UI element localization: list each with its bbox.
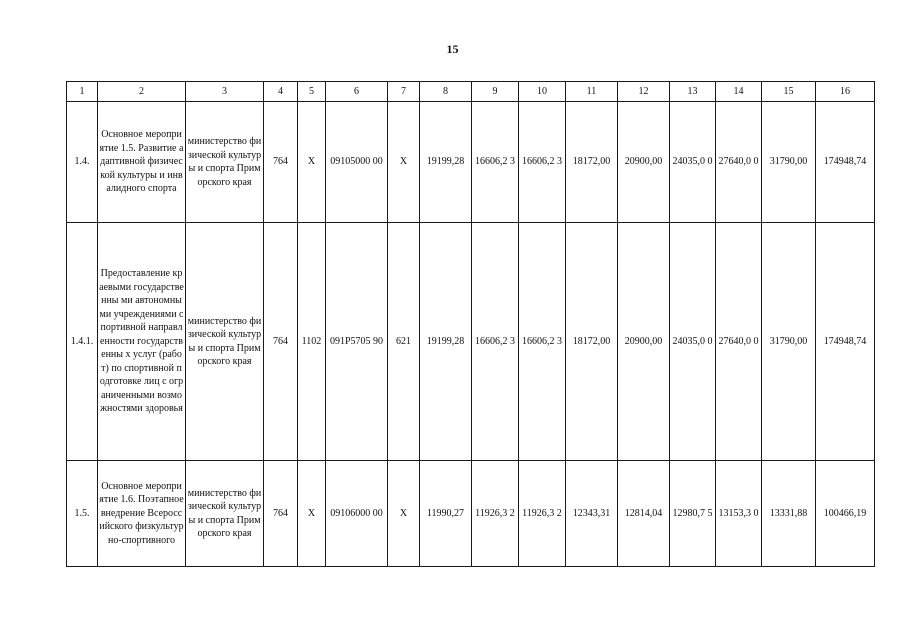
section-code: X	[298, 102, 326, 223]
amount-cell: 11990,27	[420, 461, 472, 567]
amount-cell: 20900,00	[618, 102, 670, 223]
column-header: 8	[420, 82, 472, 102]
amount-cell: 16606,2 3	[519, 223, 566, 461]
amount-cell: 13153,3 0	[716, 461, 762, 567]
column-header: 9	[472, 82, 519, 102]
amount-cell: 16606,2 3	[519, 102, 566, 223]
target-code: 09105000 00	[326, 102, 388, 223]
amount-cell: 27640,0 0	[716, 223, 762, 461]
page-number: 15	[446, 42, 459, 56]
section-code: 1102	[298, 223, 326, 461]
amount-cell: 19199,28	[420, 223, 472, 461]
table-row	[67, 102, 875, 223]
activity-name: Предоставление краевыми государственны ми автономными учреждениями спортивной направленности государственны х услуг (работ) по спортивной подготовке лиц с ограниченными возможностями здоровья	[98, 223, 186, 461]
expense-type: X	[388, 461, 420, 567]
column-header: 2	[98, 82, 186, 102]
amount-cell: 31790,00	[762, 223, 816, 461]
amount-cell: 18172,00	[566, 223, 618, 461]
target-code: 09106000 00	[326, 461, 388, 567]
executor: министерство физической культуры и спорта Приморского края	[186, 223, 264, 461]
executor: министерство физической культуры и спорта Приморского края	[186, 102, 264, 223]
budget-table	[66, 81, 875, 567]
column-header: 4	[264, 82, 298, 102]
column-header: 14	[716, 82, 762, 102]
amount-cell: 19199,28	[420, 102, 472, 223]
column-header: 12	[618, 82, 670, 102]
activity-name: Основное мероприятие 1.6. Поэтапное внедрение Всероссийского физкультурно-спортивного	[98, 461, 186, 567]
amount-cell: 18172,00	[566, 102, 618, 223]
amount-cell: 27640,0 0	[716, 102, 762, 223]
ministry-code: 764	[264, 223, 298, 461]
amount-cell: 20900,00	[618, 223, 670, 461]
row-number: 1.4.1.	[67, 223, 98, 461]
expense-type: X	[388, 102, 420, 223]
target-code: 091P5705 90	[326, 223, 388, 461]
column-header: 10	[519, 82, 566, 102]
amount-cell: 24035,0 0	[670, 102, 716, 223]
ministry-code: 764	[264, 461, 298, 567]
amount-cell: 13331,88	[762, 461, 816, 567]
column-header: 1	[67, 82, 98, 102]
column-header: 6	[326, 82, 388, 102]
activity-name: Основное мероприятие 1.5. Развитие адаптивной физической культуры и инвалидного спорта	[98, 102, 186, 223]
amount-cell: 24035,0 0	[670, 223, 716, 461]
total-cell: 174948,74	[816, 223, 875, 461]
ministry-code: 764	[264, 102, 298, 223]
section-code: X	[298, 461, 326, 567]
amount-cell: 12343,31	[566, 461, 618, 567]
amount-cell: 16606,2 3	[472, 223, 519, 461]
amount-cell: 11926,3 2	[519, 461, 566, 567]
row-number: 1.4.	[67, 102, 98, 223]
column-header: 3	[186, 82, 264, 102]
executor: министерство физической культуры и спорта Приморского края	[186, 461, 264, 567]
column-header: 5	[298, 82, 326, 102]
row-number: 1.5.	[67, 461, 98, 567]
column-header: 7	[388, 82, 420, 102]
column-header: 11	[566, 82, 618, 102]
column-header: 16	[816, 82, 875, 102]
amount-cell: 31790,00	[762, 102, 816, 223]
amount-cell: 12980,7 5	[670, 461, 716, 567]
table-row	[67, 461, 875, 567]
total-cell: 174948,74	[816, 102, 875, 223]
column-header: 13	[670, 82, 716, 102]
expense-type: 621	[388, 223, 420, 461]
amount-cell: 16606,2 3	[472, 102, 519, 223]
total-cell: 100466,19	[816, 461, 875, 567]
column-header: 15	[762, 82, 816, 102]
amount-cell: 11926,3 2	[472, 461, 519, 567]
table-header-row	[67, 82, 875, 102]
amount-cell: 12814,04	[618, 461, 670, 567]
table-row	[67, 223, 875, 461]
